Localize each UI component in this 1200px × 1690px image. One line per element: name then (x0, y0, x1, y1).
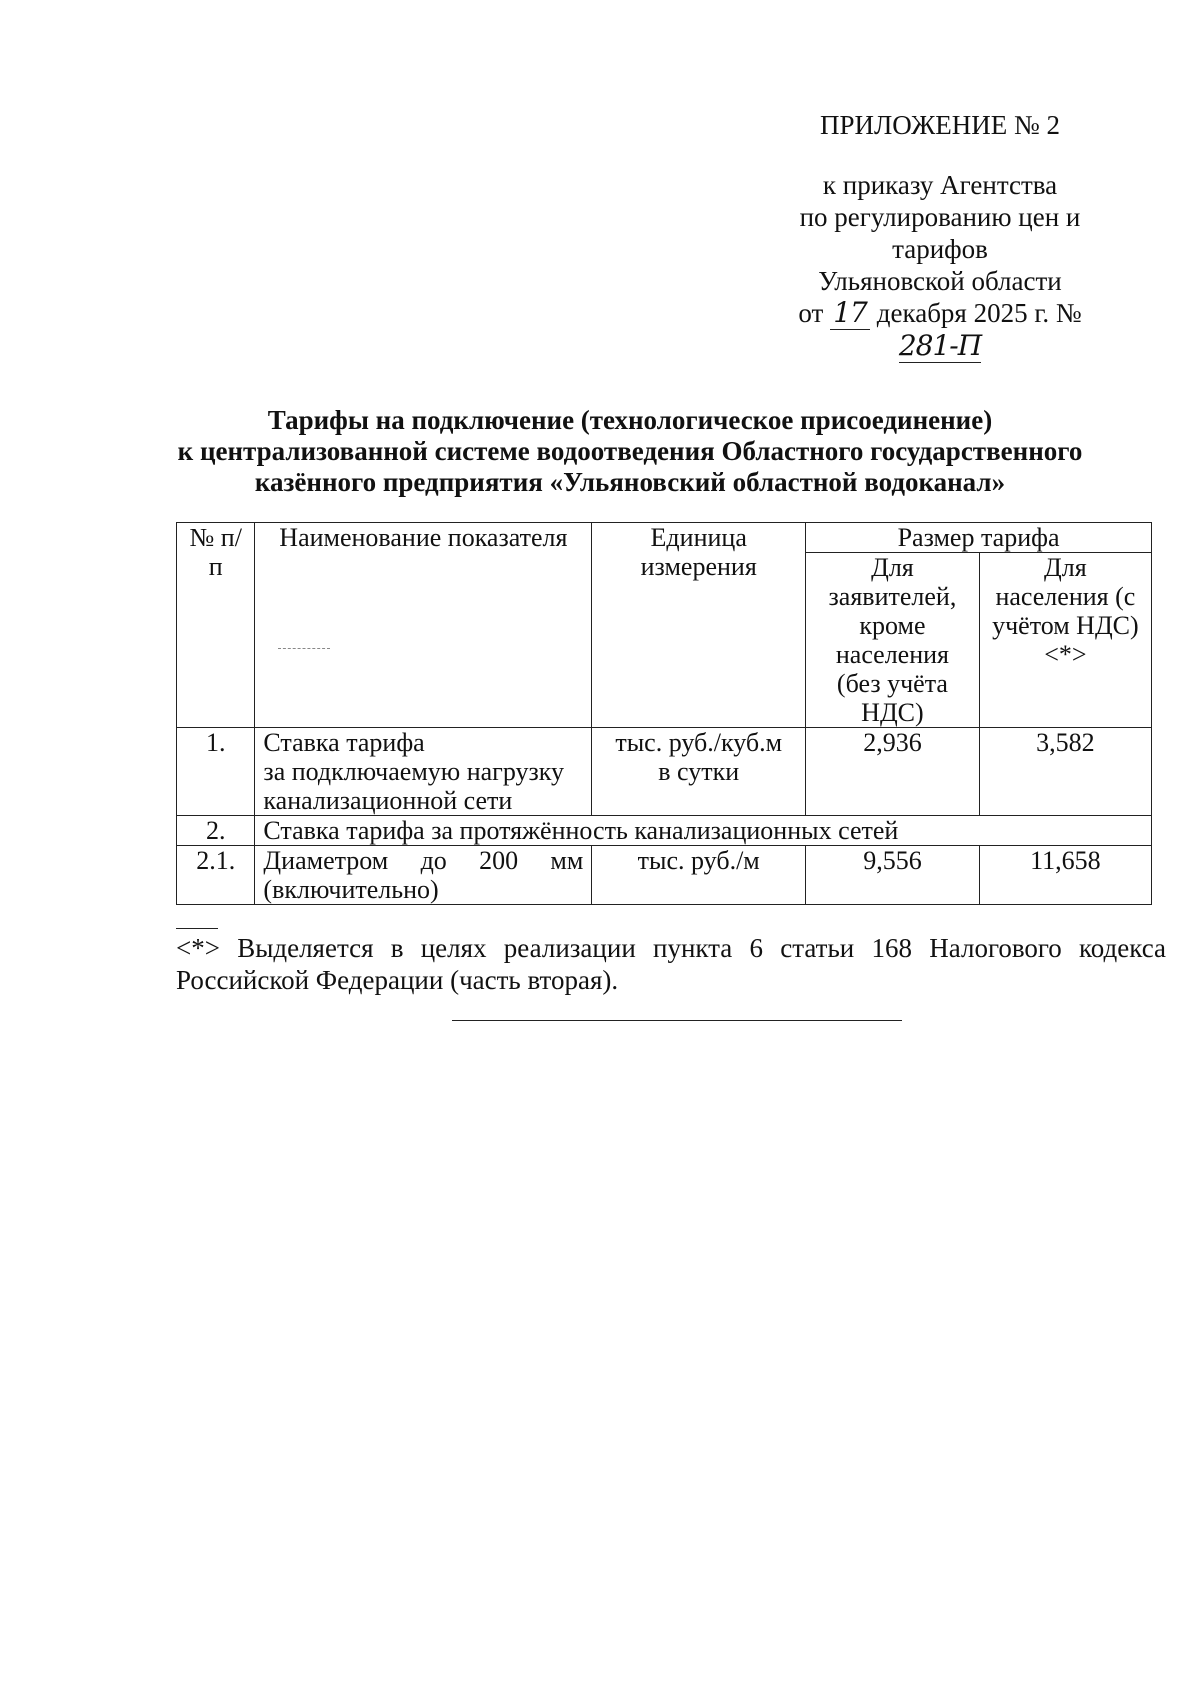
tariff-table (176, 522, 1152, 905)
appendix-line-3: Ульяновской области (818, 266, 1062, 296)
row-name-line: Ставка тарифа (263, 728, 425, 757)
row-name: Ставка тарифа за протяжённость канализационных сетей (255, 816, 1152, 846)
date-day: 17 (830, 297, 870, 330)
appendix-line-1: к приказу Агентства (822, 170, 1058, 200)
header-num: № п/п (177, 523, 255, 728)
row-name-line (263, 846, 583, 875)
row-num: 2.1. (177, 846, 255, 905)
stray-dash-mark (278, 648, 330, 649)
appendix-date-line (760, 297, 1120, 363)
header-unit: Единица измерения (592, 523, 806, 728)
row-name (255, 728, 592, 816)
appendix-heading: ПРИЛОЖЕНИЕ № 2 (819, 110, 1061, 140)
row-unit (592, 728, 806, 816)
date-rest: декабря 2025 г. № (876, 298, 1082, 328)
header-name: Наименование показателя (255, 523, 592, 728)
row-value-population: 3,582 (979, 728, 1151, 816)
footnote-separator (176, 928, 218, 929)
table-header-row (177, 523, 1152, 553)
appendix-line-2: по регулированию цен и тарифов (799, 202, 1081, 264)
row-name-line: за подключаемую нагрузку (263, 757, 565, 786)
header-col-population: Для населения (с учётом НДС) <*> (979, 553, 1151, 728)
row-name-word: мм (550, 846, 584, 875)
row-unit: тыс. руб./м (592, 846, 806, 905)
footnote: <*> Выделяется в целях реализации пункта 6 статьи 168 Налогового кодекса Российской Федерации (часть вторая). (176, 933, 1166, 995)
row-name-word: Диаметром (263, 846, 389, 875)
order-number: 281-П (898, 329, 982, 362)
appendix-block (760, 110, 1120, 363)
row-name-line: (включительно) (263, 875, 439, 904)
row-name (255, 846, 592, 905)
row-num: 2. (177, 816, 255, 846)
row-name-word: 200 (479, 846, 519, 875)
row-name-line: канализационной сети (263, 786, 513, 815)
row-num: 1. (177, 728, 255, 816)
row-value-population: 11,658 (979, 846, 1151, 905)
row-unit-line: тыс. руб./куб.м (615, 728, 783, 757)
end-separator-line (452, 1020, 902, 1021)
row-name-word: до (420, 846, 447, 875)
table-row (177, 846, 1152, 905)
header-col-applicants: Для заявителей, кроме населения (без учёта НДС) (806, 553, 980, 728)
title-line-1: Тарифы на подключение (технологическое присоединение) (267, 405, 993, 435)
row-unit-line: в сутки (658, 757, 740, 786)
document-title (150, 405, 1110, 498)
date-prefix: от (798, 298, 824, 328)
row-value-applicants: 9,556 (806, 846, 980, 905)
title-line-2: к централизованной системе водоотведения Областного государственного (177, 436, 1083, 466)
title-line-3: казённого предприятия «Ульяновский областной водоканал» (254, 467, 1006, 497)
header-tariff-size: Размер тарифа (806, 523, 1152, 553)
table-row (177, 728, 1152, 816)
row-value-applicants: 2,936 (806, 728, 980, 816)
table-row (177, 816, 1152, 846)
